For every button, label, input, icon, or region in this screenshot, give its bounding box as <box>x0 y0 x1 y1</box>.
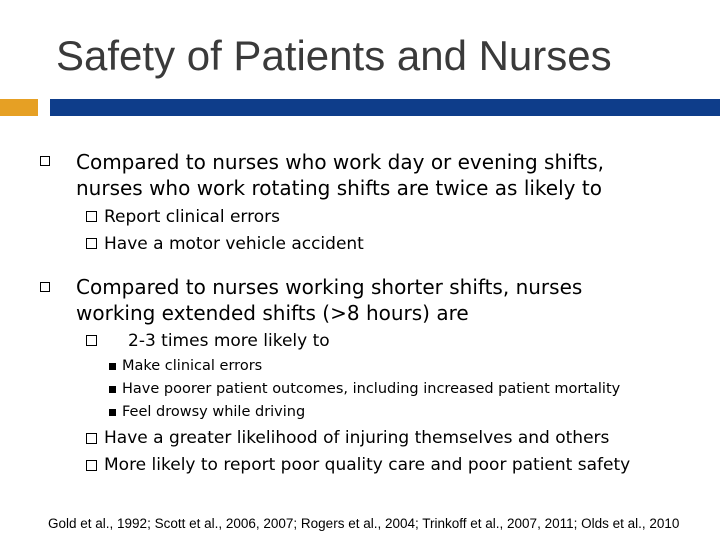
bullet-line: Compared to nurses who work day or evening shifts, <box>76 150 604 174</box>
subbullet-motor-vehicle: Have a motor vehicle accident <box>104 234 364 254</box>
filled-square-bullet-icon <box>109 363 116 370</box>
title-accent-bar <box>0 99 38 116</box>
bullet-line: nurses who work rotating shifts are twice as likely to <box>76 176 602 200</box>
box-bullet-icon <box>86 335 97 346</box>
subbullet-poor-quality-care: More likely to report poor quality care and poor patient safety <box>104 455 631 475</box>
box-bullet-icon <box>86 238 97 249</box>
citation: Gold et al., 1992; Scott et al., 2006, 2007; Rogers et al., 2004; Trinkoff et al., 2007, 2011; Olds et al., 2010 <box>48 516 680 531</box>
hollow-square-bullet-icon <box>40 156 50 166</box>
bullet-rotating-shifts <box>76 149 604 201</box>
subsubbullet-drowsy-driving: Feel drowsy while driving <box>122 404 306 420</box>
subsubbullet-clinical-errors: Make clinical errors <box>122 358 263 374</box>
filled-square-bullet-icon <box>109 409 116 416</box>
box-bullet-icon <box>86 460 97 471</box>
box-bullet-icon <box>86 211 97 222</box>
hollow-square-bullet-icon <box>40 282 50 292</box>
filled-square-bullet-icon <box>109 386 116 393</box>
subbullet-report-errors: Report clinical errors <box>104 207 280 227</box>
bullet-line: working extended shifts (>8 hours) are <box>76 301 469 325</box>
slide-title: Safety of Patients and Nurses <box>56 32 612 79</box>
subsubbullet-poorer-outcomes: Have poorer patient outcomes, including increased patient mortality <box>122 381 621 397</box>
bullet-extended-shifts <box>76 274 582 326</box>
subbullet-more-likely: 2-3 times more likely to <box>128 331 330 351</box>
title-underline-bar <box>50 99 720 116</box>
subbullet-injuring-themselves: Have a greater likelihood of injuring themselves and others <box>104 428 610 448</box>
bullet-line: Compared to nurses working shorter shifts, nurses <box>76 275 583 299</box>
box-bullet-icon <box>86 433 97 444</box>
